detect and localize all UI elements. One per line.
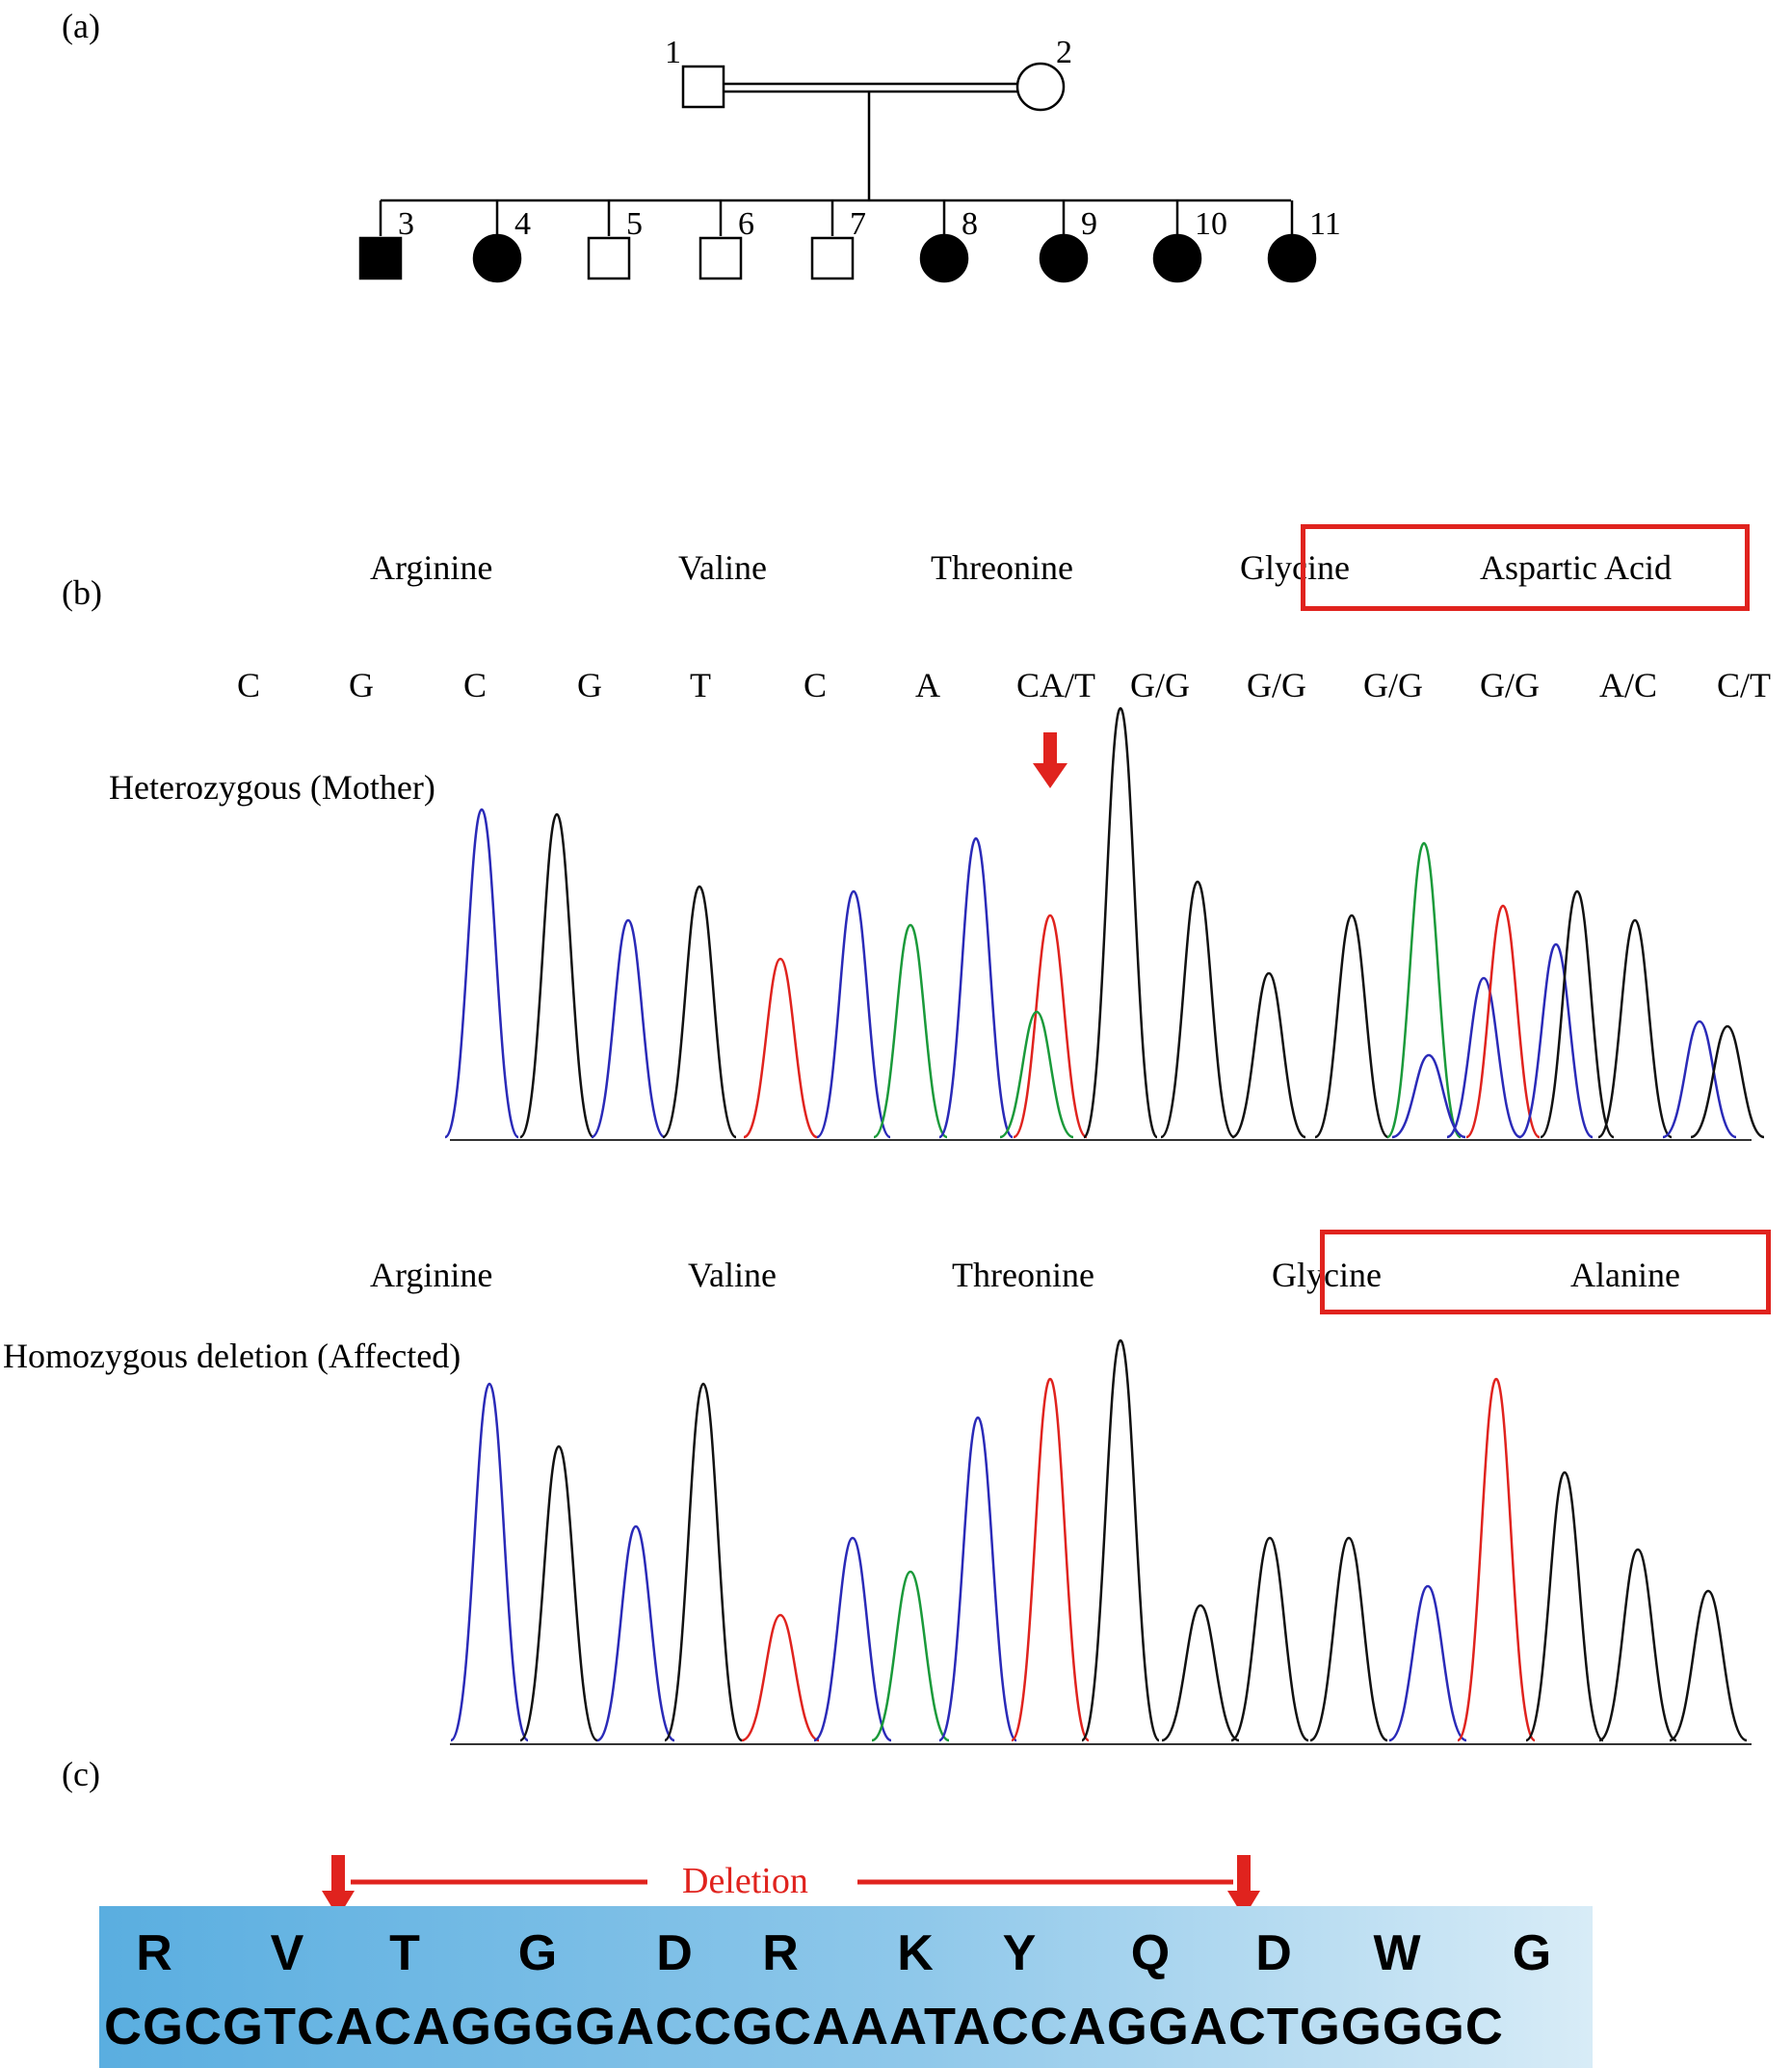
aa-label-2-3: Threonine [952, 1256, 1094, 1294]
trace-peak [1082, 1340, 1159, 1740]
trace-peak [872, 1572, 949, 1740]
base-call: G/G [1480, 666, 1540, 704]
trace-peak [1466, 906, 1540, 1137]
trace-peak [1691, 1026, 1764, 1137]
panel-label-c: (c) [62, 1755, 100, 1793]
aa-letter: R [136, 1925, 172, 1981]
child-label-5: 5 [626, 206, 643, 242]
trace-peak [520, 1446, 597, 1740]
aa-letter: Y [1002, 1925, 1037, 1981]
sample-label-affected: Homozygous deletion (Affected) [3, 1337, 461, 1375]
child-label-9: 9 [1081, 206, 1097, 242]
aa-letter: R [762, 1925, 799, 1981]
trace-peak [939, 1418, 1016, 1740]
aa-letter: G [1512, 1925, 1552, 1981]
base-call: C [803, 666, 828, 704]
trace-peak [1232, 973, 1305, 1137]
base-call: C [236, 666, 261, 704]
trace-peak [1458, 1379, 1535, 1740]
aa-label-2-2: Valine [688, 1256, 777, 1294]
trace-peak [1519, 944, 1593, 1137]
parent-label-2: 2 [1056, 35, 1072, 70]
base-call: G/G [1363, 666, 1423, 704]
aa-letter: D [656, 1925, 693, 1981]
trace-mother [445, 708, 1764, 1137]
panel-label-a: (a) [62, 7, 100, 45]
trace-peak [874, 925, 947, 1137]
trace-peak [1231, 1538, 1308, 1740]
aa-letter: Q [1130, 1925, 1171, 1981]
base-call: G [349, 666, 374, 704]
aa-letter: W [1373, 1925, 1421, 1981]
aa-letter: V [270, 1925, 304, 1981]
base-call: T [690, 666, 711, 704]
trace-peak [451, 1384, 528, 1740]
aa-label-2-5: Alanine [1570, 1256, 1680, 1294]
trace-peak [1670, 1591, 1747, 1740]
child-label-6: 6 [738, 206, 754, 242]
aa-label-1-1: Arginine [370, 548, 493, 587]
trace-peak [1014, 915, 1087, 1137]
child-label-8: 8 [962, 206, 978, 242]
base-call: G/G [1247, 666, 1306, 704]
trace-peak [939, 838, 1013, 1137]
aa-label-2-1: Arginine [370, 1256, 493, 1294]
base-call: G [577, 666, 602, 704]
child-label-7: 7 [850, 206, 866, 242]
trace-peak [1541, 891, 1614, 1137]
aa-label-1-4: Glycine [1240, 548, 1350, 587]
trace-peak [1000, 1012, 1073, 1137]
trace-affected [451, 1340, 1747, 1740]
child-label-4: 4 [514, 206, 531, 242]
base-call: A/C [1598, 666, 1658, 704]
trace-peak [1663, 1021, 1736, 1137]
aa-letter: K [897, 1925, 934, 1981]
trace-peak [520, 814, 593, 1137]
child-label-3: 3 [398, 206, 414, 242]
trace-peak [817, 891, 890, 1137]
aa-letter: G [517, 1925, 558, 1981]
trace-peak [665, 1384, 742, 1740]
trace-peak [1598, 920, 1672, 1137]
aa-letter: T [389, 1925, 420, 1981]
mutation-arrow [1033, 732, 1067, 788]
trace-peak [1599, 1550, 1676, 1740]
base-call: C/T [1716, 666, 1772, 704]
aa-letter: D [1255, 1925, 1292, 1981]
trace-peak [1084, 708, 1157, 1137]
aa-label-1-2: Valine [678, 548, 767, 587]
trace-peak [1310, 1538, 1387, 1740]
base-call: G/G [1130, 666, 1190, 704]
trace-peak [597, 1526, 674, 1740]
trace-peak [1012, 1379, 1089, 1740]
trace-peak [744, 959, 817, 1137]
child-label-11: 11 [1309, 206, 1341, 242]
trace-peak [814, 1538, 891, 1740]
trace-peak [1315, 915, 1388, 1137]
parent-label-1: 1 [665, 35, 681, 70]
trace-peak [1389, 1586, 1466, 1740]
panel-label-b: (b) [62, 573, 102, 612]
aa-label-2-4: Glycine [1272, 1256, 1382, 1294]
trace-peak [1387, 843, 1461, 1137]
deletion-arrow-right [1237, 1855, 1251, 1894]
trace-peak [1161, 882, 1234, 1137]
dna-sequence: CGCGTCACAGGGGACCGCAAATACCAGGACTGGGGC [104, 1998, 1504, 2055]
base-call: CA/T [1015, 666, 1096, 704]
aa-label-1-5: Aspartic Acid [1480, 548, 1672, 587]
child-label-10: 10 [1195, 206, 1227, 242]
deletion-label: Deletion [682, 1861, 808, 1901]
sample-label-mother: Heterozygous (Mother) [109, 768, 435, 807]
trace-peak [1526, 1472, 1603, 1740]
trace-peak [592, 920, 665, 1137]
trace-peak [445, 809, 518, 1137]
base-call: C [462, 666, 488, 704]
trace-peak [1162, 1605, 1239, 1740]
trace-peak [742, 1615, 819, 1740]
aa-label-1-3: Threonine [931, 548, 1073, 587]
trace-peak [663, 887, 736, 1137]
deletion-arrow-left [331, 1855, 345, 1894]
base-call: A [915, 666, 940, 704]
